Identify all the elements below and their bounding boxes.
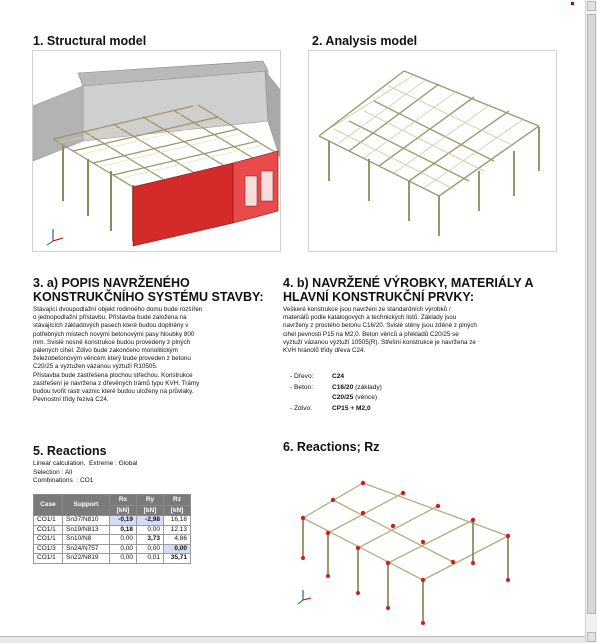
reactions-rz-image xyxy=(283,458,538,633)
col-rz: Rz xyxy=(164,495,191,506)
section-3-title-line1: 3. a) POPIS NAVRŽENÉHO xyxy=(33,276,190,290)
section-3-title-line2: KONSTRUKČNÍHO SYSTÉMU STAVBY: xyxy=(33,290,264,304)
table-row: CO1/1 Sn37/N810 -0,19 -2,98 16,18 xyxy=(34,516,191,526)
col-rx: Rx xyxy=(110,495,137,506)
reactions-table xyxy=(33,494,191,564)
table-header-row xyxy=(34,495,191,506)
section-2-title: 2. Analysis model xyxy=(312,34,418,48)
reactions-info: Linear calculation, Extreme : Global Selection : All Combinations : CO1 xyxy=(33,460,138,484)
section-1-title: 1. Structural model xyxy=(33,34,147,48)
axis-triad-icon xyxy=(298,590,311,604)
scrollbar-thumb[interactable] xyxy=(587,14,596,614)
col-support: Support xyxy=(63,495,110,516)
corner-marker xyxy=(571,2,574,5)
scroll-down-arrow[interactable] xyxy=(587,632,596,642)
table-row: CO1/1 Sn19/N813 0,18 0,00 12,13 xyxy=(34,525,191,535)
axis-triad-icon xyxy=(47,229,63,245)
col-case: Case xyxy=(34,495,63,516)
col-ry: Ry xyxy=(137,495,164,506)
vertical-scrollbar[interactable] xyxy=(585,0,597,643)
table-units-row: [kN] [kN] [kN] xyxy=(34,505,191,516)
structural-model-image xyxy=(32,50,281,252)
table-row: CO1/1 Sn10/N8 0,00 3,73 4,86 xyxy=(34,535,191,545)
analysis-model-image xyxy=(308,50,557,252)
section-4-text: Veškeré konstrukce jsou navrženi ze standardních výrobků / materiálů podle katalogových a technických listů. Základy jsou navrženy z prostého betonu C16/20. Svislé stěny jsou zděné z plných cihel pevnosti P15 na M2,0. Beton věnců a překladů C20/25 se vyztuží vázanou výztuží 10505(R). Střešní konstrukce je navržena ze KVH hranolů třídy dřeva C24. xyxy=(283,306,477,355)
section-5-title: 5. Reactions xyxy=(33,444,107,458)
section-3-text: Stávající dvoupodlažní objekt rodinného domu bude rozšířen o jednopodlažní přístavbu. Přístavba bude založena na stávajících základových pasech které budou doplněny v potřebných místech novými betonovými pasy hloubky 800 mm. Svislé nosné konstrukce budou provedeny z plných pálených cihel. Zdivo bude zakončeno monolitickým železobetonovým věncem který bude proveden z betonu C20/25 a vyztužen vázanou výztuží R10505. Přístavba bude zastřešena plochou střechou. Konstrukce zastřešení je navržena z dřevěných trámů typu KVH. Trámy budou tvořit rastr vaznic které budou uloženy na průvlaky. Pevnostní třídy řeziva C24. xyxy=(33,306,203,404)
section-4-title-line2: HLAVNÍ KONSTRUKČNÍ PRVKY: xyxy=(283,290,474,304)
section-6-title: 6. Reactions; Rz xyxy=(283,440,380,454)
table-row: CO1/3 Sn24/N757 0,00 0,00 0,00 xyxy=(34,544,191,554)
section-4-title-line1: 4. b) NAVRŽENÉ VÝROBKY, MATERIÁLY A xyxy=(283,276,534,290)
materials-list: - Dřevo: C24 - Beton: C16/20 (základy) C20/25 (věnce) - Zdivo: CP15 + M2,0 xyxy=(290,373,382,412)
scroll-up-arrow[interactable] xyxy=(587,1,596,11)
table-row: CO1/1 Sn22/N819 0,00 0,01 35,71 xyxy=(34,554,191,564)
